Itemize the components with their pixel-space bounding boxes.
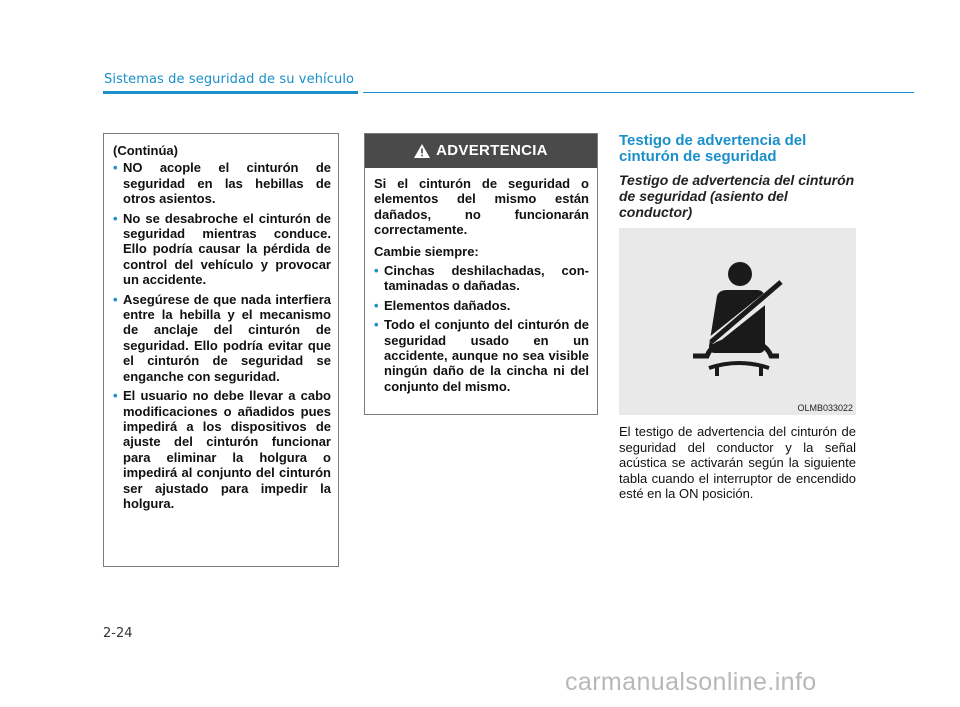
figure-code: OLMB033022 bbox=[797, 403, 853, 413]
continued-warning-box bbox=[103, 133, 339, 567]
list-item: • Elementos dañados. bbox=[374, 297, 511, 313]
bullet-icon: • bbox=[374, 317, 379, 333]
continued-label: (Continúa) bbox=[113, 143, 178, 158]
bullet-icon: • bbox=[374, 263, 379, 279]
list-item: • El usuario no debe llevar a cabo modificaciones o añadidos pues impedirá a los dispositivos de ajuste del cinturón funcionar para eliminar la holgura o impedirá al conjunto del cinturón ser ajustado para impedir la holgura. bbox=[113, 388, 331, 511]
bullet-icon: • bbox=[113, 291, 118, 307]
list-item: • Cinchas deshilachadas, con-taminadas o dañadas. bbox=[374, 263, 589, 294]
warning-change-label: Cambie siempre: bbox=[374, 243, 479, 259]
header-rule-thick bbox=[103, 91, 358, 94]
seatbelt-warning-icon bbox=[619, 228, 856, 415]
seatbelt-indicator-figure bbox=[619, 228, 856, 415]
list-item: • NO acople el cinturón de seguridad en las hebillas de otros asientos. bbox=[113, 160, 331, 207]
left-box-list bbox=[113, 160, 331, 511]
page-header-title: Sistemas de seguridad de su vehículo bbox=[104, 72, 355, 87]
header-rule-thin bbox=[363, 92, 914, 93]
warning-triangle-icon bbox=[414, 144, 430, 158]
page-number: 2-24 bbox=[103, 626, 133, 641]
section-subtitle: Testigo de advertencia del cinturón de seguridad (asiento del conductor) bbox=[619, 172, 855, 220]
warning-intro: Si el cinturón de seguridad o elementos del mismo están dañados, no funcionarán correctamente. bbox=[374, 176, 589, 238]
bullet-icon: • bbox=[113, 388, 118, 404]
list-item: • Todo el conjunto del cinturón de seguridad usado en un accidente, aunque no sea visible ningún daño de la cincha ni del conjunto del mismo. bbox=[374, 317, 589, 394]
warning-box bbox=[364, 133, 598, 415]
section-title: Testigo de advertencia del cinturón de seguridad bbox=[619, 132, 807, 165]
list-item: • Asegúrese de que nada interfiera entre la hebilla y el mecanismo de anclaje del cinturón de seguridad. Ello podría evitar que el cinturón de seguridad se enganche con seguridad. bbox=[113, 291, 331, 384]
list-item: • No se desabroche el cinturón de seguridad mientras conduce. Ello podría causar la pérdida de control del vehículo y provocar un accidente. bbox=[113, 210, 331, 288]
bullet-icon: • bbox=[374, 297, 379, 313]
warning-header bbox=[365, 134, 597, 168]
bullet-icon: • bbox=[113, 210, 118, 226]
bullet-icon: • bbox=[113, 160, 118, 176]
watermark: carmanualsonline.info bbox=[565, 668, 817, 696]
section-body: El testigo de advertencia del cinturón de seguridad del conductor y la señal acústica se activarán según la siguiente tabla cuando el interruptor de encendido esté en la ON posición. bbox=[619, 424, 856, 501]
warning-heading: ADVERTENCIA bbox=[436, 142, 548, 160]
warning-list bbox=[374, 263, 589, 394]
